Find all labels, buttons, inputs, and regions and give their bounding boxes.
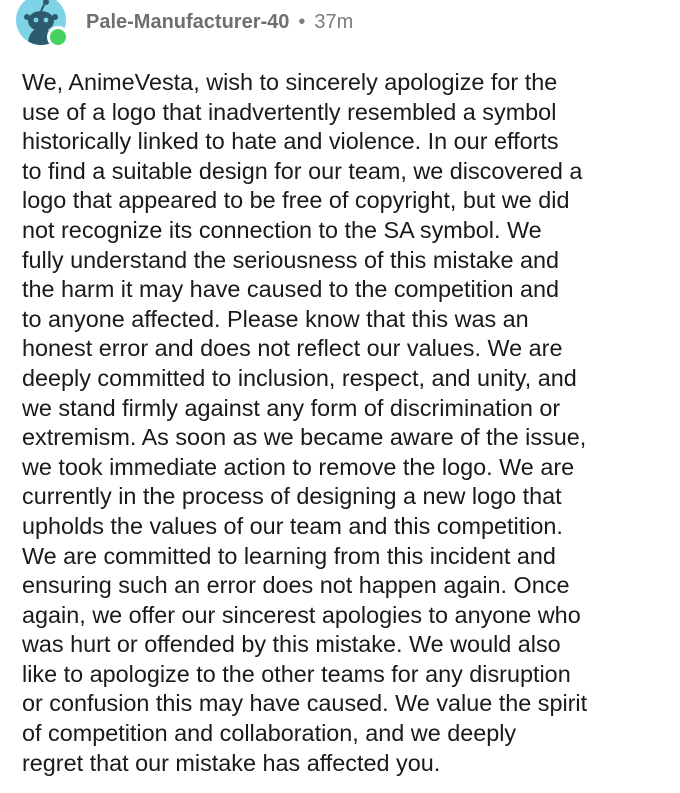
comment-body-line: ensuring such an error does not happen again. Once (22, 572, 570, 599)
meta-separator: • (298, 10, 306, 33)
comment-body-line: again, we offer our sincerest apologies to anyone who (22, 601, 581, 628)
comment-body-line: use of a logo that inadvertently resembled a symbol (22, 98, 557, 125)
comment-body-line: to find a suitable design for our team, we discovered a (22, 157, 583, 184)
comment-body-line: currently in the process of designing a new logo that (22, 483, 562, 510)
avatar[interactable] (16, 0, 66, 45)
comment-body-line: like to apologize to the other teams for any disruption (22, 660, 571, 687)
online-status-dot (47, 26, 69, 48)
comment-body-line: historically linked to hate and violence. In our efforts (22, 128, 559, 155)
comment-body-line: extremism. As soon as we became aware of the issue, (22, 424, 587, 451)
comment-body-line: We are committed to learning from this incident and (22, 542, 556, 569)
comment-body-line: not recognize its connection to the SA symbol. We (22, 216, 542, 243)
comment-body-line: We, AnimeVesta, wish to sincerely apologize for the (22, 69, 558, 95)
comment-body-line: was hurt or offended by this mistake. We would also (22, 631, 561, 658)
comment-body-line: we stand firmly against any form of discrimination or (22, 394, 561, 421)
comment-body-line: or confusion this may have caused. We value the spirit (22, 690, 588, 717)
comment-body-line: fully understand the seriousness of this mistake and (22, 246, 559, 273)
comment-body-line: of competition and collaboration, and we deeply (22, 720, 517, 747)
comment-body-line: the harm it may have caused to the competition and (22, 276, 559, 303)
comment-body-line: regret that our mistake has affected you. (22, 749, 441, 776)
comment-timestamp: 37m (314, 10, 354, 33)
comment-body-line: to anyone affected. Please know that this was an (22, 305, 529, 332)
comment-body-line: logo that appeared to be free of copyright, but we did (22, 187, 570, 214)
comment-meta (86, 11, 353, 34)
username-link[interactable]: Pale-Manufacturer-40 (86, 10, 290, 33)
comment-body-line: deeply committed to inclusion, respect, and unity, and (22, 364, 577, 391)
comment-body-line: we took immediate action to remove the logo. We are (22, 453, 575, 480)
comment-body (22, 68, 668, 778)
comment-body-line: honest error and does not reflect our values. We are (22, 335, 563, 362)
comment-header (16, 0, 353, 44)
comment-body-line: upholds the values of our team and this competition. (22, 512, 563, 539)
